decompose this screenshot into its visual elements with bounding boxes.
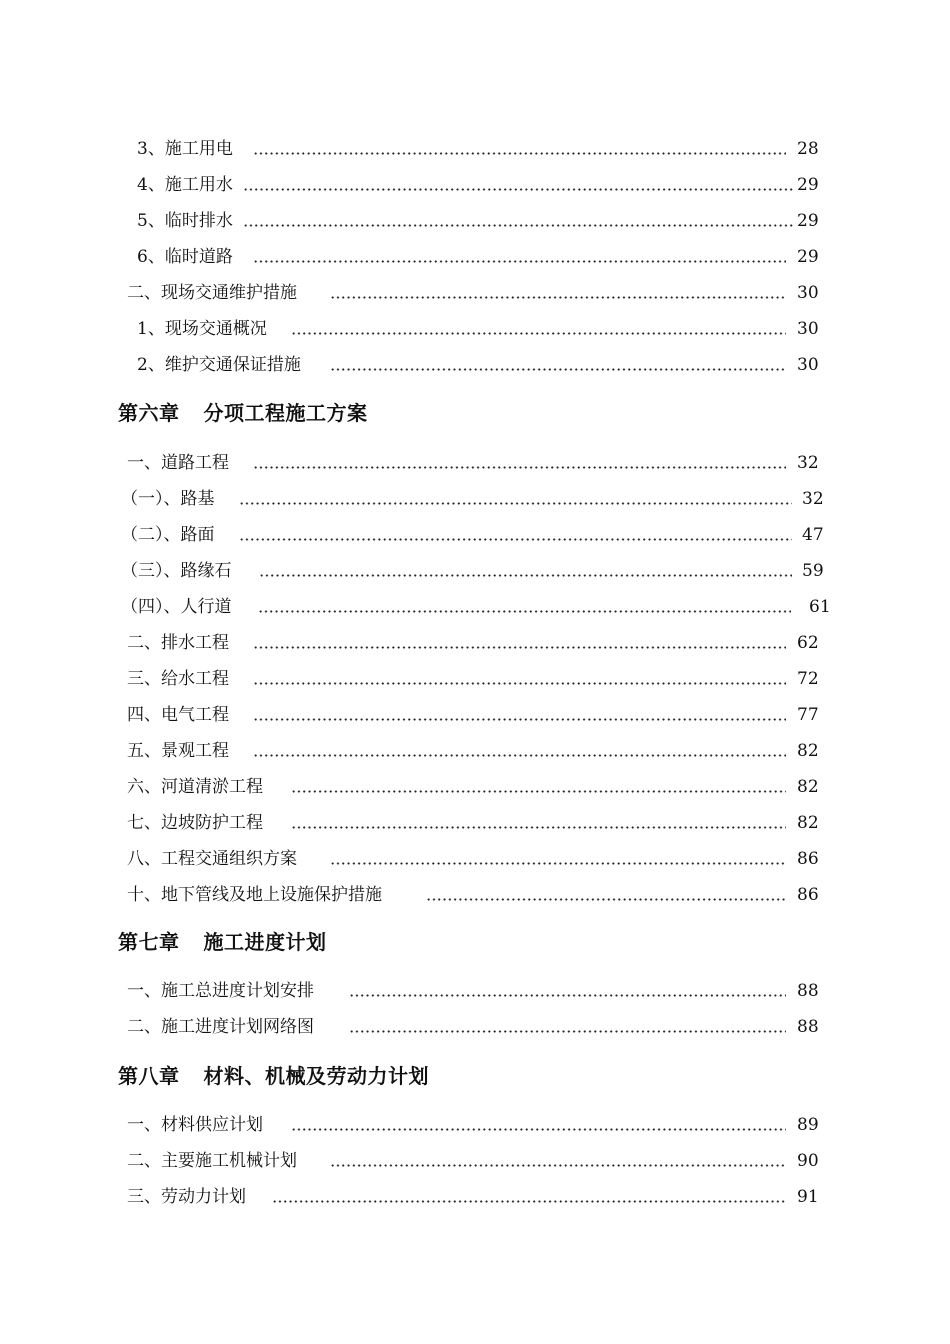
- toc-entry-page: 82: [797, 741, 819, 761]
- toc-entry-page: 82: [797, 813, 819, 833]
- toc-entry[interactable]: [127, 739, 827, 763]
- leader-dots: [253, 466, 786, 469]
- toc-entry-label: 1、现场交通概况: [137, 319, 267, 339]
- toc-entry-label: （四）、人行道: [121, 597, 232, 617]
- toc-entry[interactable]: [127, 667, 827, 691]
- chapter-title: 施工进度计划: [203, 930, 327, 954]
- toc-entry-page: 90: [797, 1151, 819, 1171]
- toc-entry-page: 62: [797, 633, 819, 653]
- toc-entry-label: 三、给水工程: [127, 669, 229, 689]
- toc-entry-page: 86: [797, 885, 819, 905]
- chapter-number: 第六章: [118, 401, 180, 425]
- toc-entry[interactable]: [137, 245, 827, 269]
- leader-dots: [330, 296, 786, 299]
- toc-entry-label: 二、主要施工机械计划: [127, 1151, 297, 1171]
- toc-entry-page: 29: [797, 211, 819, 231]
- toc-entry[interactable]: [127, 775, 827, 799]
- toc-entry-page: 30: [797, 283, 819, 303]
- chapter-title: 分项工程施工方案: [203, 401, 368, 425]
- leader-dots: [426, 898, 786, 901]
- leader-dots: [253, 754, 786, 757]
- toc-entry[interactable]: [127, 883, 827, 907]
- toc-entry-label: 三、劳动力计划: [127, 1187, 246, 1207]
- toc-entry-page: 91: [797, 1187, 819, 1207]
- toc-entry[interactable]: [127, 1113, 827, 1137]
- toc-entry[interactable]: [127, 1185, 827, 1209]
- toc-entry[interactable]: [137, 137, 827, 161]
- toc-entry[interactable]: [127, 1015, 827, 1039]
- leader-dots: [253, 260, 786, 263]
- toc-entry-label: 十、地下管线及地上设施保护措施: [127, 885, 382, 905]
- toc-entry-label: 一、材料供应计划: [127, 1115, 263, 1135]
- leader-dots: [330, 368, 786, 371]
- toc-entry-page: 47: [802, 525, 824, 545]
- toc-entry-label: 2、维护交通保证措施: [137, 355, 301, 375]
- toc-entry[interactable]: [127, 1149, 827, 1173]
- leader-dots: [243, 188, 795, 191]
- toc-entry-label: （二）、路面: [121, 525, 215, 545]
- toc-entry[interactable]: [137, 317, 827, 341]
- leader-dots: [291, 1128, 786, 1131]
- toc-entry-label: 八、工程交通组织方案: [127, 849, 297, 869]
- leader-dots: [349, 1030, 786, 1033]
- toc-entry-page: 59: [802, 561, 824, 581]
- toc-entry[interactable]: [127, 281, 827, 305]
- leader-dots: [253, 646, 786, 649]
- toc-entry-page: 61: [809, 597, 831, 617]
- toc-entry-label: 6、临时道路: [137, 247, 233, 267]
- toc-entry-page: 86: [797, 849, 819, 869]
- toc-entry-label: （一）、路基: [121, 489, 215, 509]
- toc-entry[interactable]: [137, 173, 827, 197]
- toc-entry-label: （三）、路缘石: [121, 561, 232, 581]
- toc-entry[interactable]: [121, 523, 831, 547]
- toc-entry-page: 88: [797, 981, 819, 1001]
- toc-entry-label: 七、边坡防护工程: [127, 813, 263, 833]
- toc-entry-page: 32: [802, 489, 824, 509]
- leader-dots: [291, 826, 786, 829]
- leader-dots: [239, 502, 792, 505]
- toc-entry-label: 4、施工用水: [137, 175, 233, 195]
- toc-entry-page: 28: [797, 139, 819, 159]
- leader-dots: [243, 224, 795, 227]
- toc-entry-label: 一、施工总进度计划安排: [127, 981, 314, 1001]
- leader-dots: [291, 332, 786, 335]
- chapter-title: 材料、机械及劳动力计划: [203, 1064, 429, 1088]
- toc-entry[interactable]: [121, 487, 831, 511]
- toc-entry-page: 72: [797, 669, 819, 689]
- toc-entry-label: 二、排水工程: [127, 633, 229, 653]
- toc-entry-label: 3、施工用电: [137, 139, 233, 159]
- toc-entry-label: 六、河道清淤工程: [127, 777, 263, 797]
- toc-entry[interactable]: [127, 631, 827, 655]
- leader-dots: [330, 862, 786, 865]
- toc-entry-label: 5、临时排水: [137, 211, 233, 231]
- toc-entry-label: 二、施工进度计划网络图: [127, 1017, 314, 1037]
- toc-entry-page: 77: [797, 705, 819, 725]
- toc-entry[interactable]: [127, 703, 827, 727]
- toc-entry[interactable]: [121, 559, 831, 583]
- toc-entry[interactable]: [127, 979, 827, 1003]
- leader-dots: [253, 152, 786, 155]
- toc-entry-page: 30: [797, 355, 819, 375]
- toc-entry-page: 89: [797, 1115, 819, 1135]
- chapter-number: 第八章: [118, 1064, 180, 1088]
- leader-dots: [259, 574, 792, 577]
- toc-entry[interactable]: [127, 847, 827, 871]
- leader-dots: [330, 1164, 786, 1167]
- toc-entry-page: 30: [797, 319, 819, 339]
- toc-entry[interactable]: [127, 451, 827, 475]
- toc-entry[interactable]: [127, 811, 827, 835]
- toc-entry-label: 四、电气工程: [127, 705, 229, 725]
- toc-entry[interactable]: [121, 595, 836, 619]
- toc-entry-label: 二、现场交通维护措施: [127, 283, 297, 303]
- toc-entry-page: 29: [797, 175, 819, 195]
- toc-entry[interactable]: [137, 353, 827, 377]
- leader-dots: [258, 610, 791, 613]
- leader-dots: [239, 538, 792, 541]
- leader-dots: [291, 790, 786, 793]
- toc-entry-label: 五、景观工程: [127, 741, 229, 761]
- leader-dots: [253, 718, 786, 721]
- chapter-heading: [118, 1062, 429, 1090]
- toc-entry-label: 一、道路工程: [127, 453, 229, 473]
- leader-dots: [253, 682, 786, 685]
- toc-entry-page: 82: [797, 777, 819, 797]
- toc-entry-page: 32: [797, 453, 819, 473]
- leader-dots: [272, 1200, 786, 1203]
- toc-entry[interactable]: [137, 209, 827, 233]
- toc-entry-page: 29: [797, 247, 819, 267]
- leader-dots: [349, 994, 786, 997]
- toc-entry-page: 88: [797, 1017, 819, 1037]
- chapter-heading: [118, 928, 327, 956]
- chapter-number: 第七章: [118, 930, 180, 954]
- chapter-heading: [118, 399, 368, 427]
